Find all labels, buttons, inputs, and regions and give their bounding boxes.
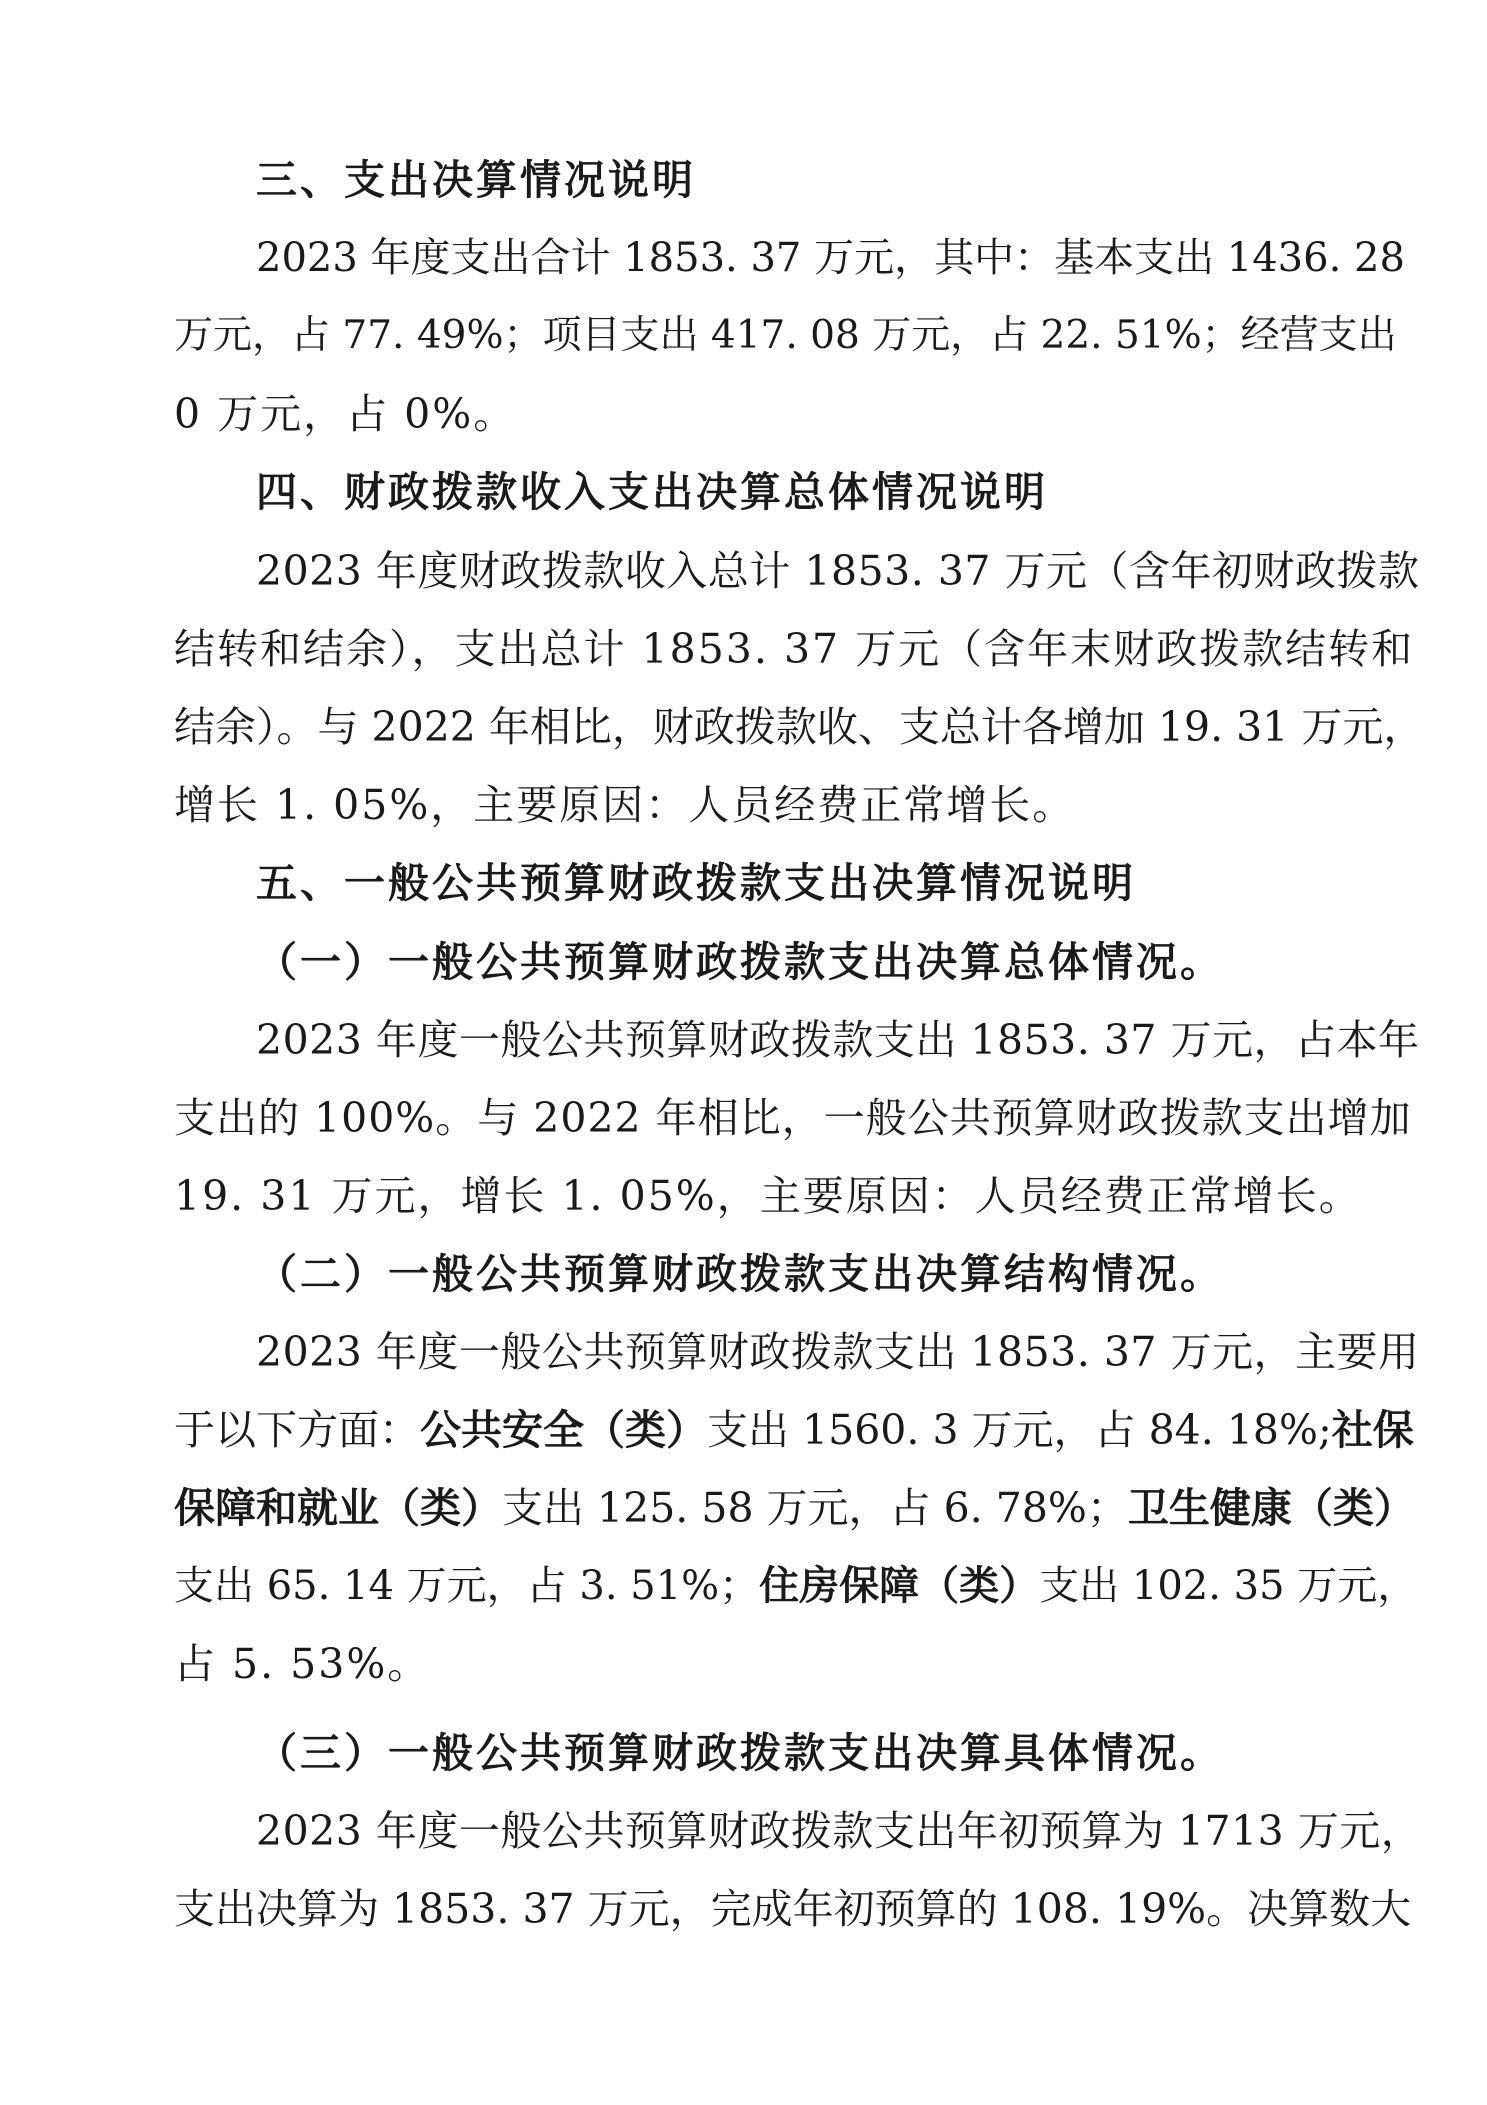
paragraph-line: 增长 1. 05%，主要原因：人员经费正常增长。 bbox=[174, 781, 1076, 829]
paragraph-line: 支出决算为 1853. 37 万元，完成年初预算的 108. 19%。决算数大 bbox=[174, 1885, 1412, 1933]
category-social-security-part2: 保障和就业（类） bbox=[174, 1484, 502, 1532]
paragraph-line: 支出的 100%。与 2022 年相比，一般公共预算财政拨款支出增加 bbox=[174, 1094, 1412, 1142]
paragraph-line: 0 万元，占 0%。 bbox=[174, 390, 517, 438]
paragraph-line: 结转和结余），支出总计 1853. 37 万元（含年末财政拨款结转和 bbox=[174, 625, 1415, 673]
paragraph-line bbox=[174, 1402, 1414, 1458]
paragraph-line: 2023 年度一般公共预算财政拨款支出 1853. 37 万元，占本年 bbox=[256, 1016, 1420, 1064]
paragraph-line: 占 5. 53%。 bbox=[174, 1640, 431, 1688]
text-run: 于以下方面： bbox=[174, 1406, 420, 1454]
category-health: 卫生健康（类） bbox=[1127, 1484, 1415, 1532]
paragraph-line: 2023 年度一般公共预算财政拨款支出年初预算为 1713 万元， bbox=[256, 1807, 1423, 1855]
paragraph-line: 19. 31 万元，增长 1. 05%，主要原因：人员经费正常增长。 bbox=[174, 1172, 1362, 1220]
paragraph-line: 万元，占 77. 49%；项目支出 417. 08 万元，占 22. 51%；经营支出 bbox=[174, 313, 1397, 358]
text-run: 支出 102. 35 万元， bbox=[1039, 1563, 1418, 1609]
text-run: 支出 65. 14 万元，占 3. 51%； bbox=[174, 1563, 760, 1609]
section-heading-general-budget: 五、一般公共预算财政拨款支出决算情况说明 bbox=[256, 859, 1136, 907]
paragraph-line: 2023 年度支出合计 1853. 37 万元，其中：基本支出 1436. 28 bbox=[256, 235, 1405, 281]
subsection-heading-structure: （二）一般公共预算财政拨款支出决算结构情况。 bbox=[256, 1250, 1224, 1298]
paragraph-line: 结余）。与 2022 年相比，财政拨款收、支总计各增加 19. 31 万元， bbox=[174, 703, 1425, 751]
paragraph-line: 2023 年度一般公共预算财政拨款支出 1853. 37 万元，主要用 bbox=[256, 1328, 1420, 1376]
paragraph-line bbox=[174, 1480, 1415, 1536]
category-social-security-part1: 社保 bbox=[1331, 1406, 1414, 1454]
text-run: 支出 1560. 3 万元，占 84. 18%; bbox=[707, 1406, 1332, 1454]
subsection-heading-details: （三）一般公共预算财政拨款支出决算具体情况。 bbox=[256, 1729, 1224, 1777]
paragraph-line bbox=[174, 1558, 1417, 1614]
category-housing: 住房保障（类） bbox=[759, 1563, 1040, 1609]
text-run: 支出 125. 58 万元，占 6. 78%； bbox=[502, 1484, 1128, 1532]
paragraph-line: 2023 年度财政拨款收入总计 1853. 37 万元（含年初财政拨款 bbox=[256, 547, 1420, 595]
section-heading-expenditure: 三、支出决算情况说明 bbox=[256, 156, 696, 204]
subsection-heading-overall: （一）一般公共预算财政拨款支出决算总体情况。 bbox=[256, 938, 1224, 986]
category-public-safety: 公共安全（类） bbox=[420, 1406, 707, 1454]
section-heading-fiscal-allocation: 四、财政拨款收入支出决算总体情况说明 bbox=[256, 468, 1048, 516]
